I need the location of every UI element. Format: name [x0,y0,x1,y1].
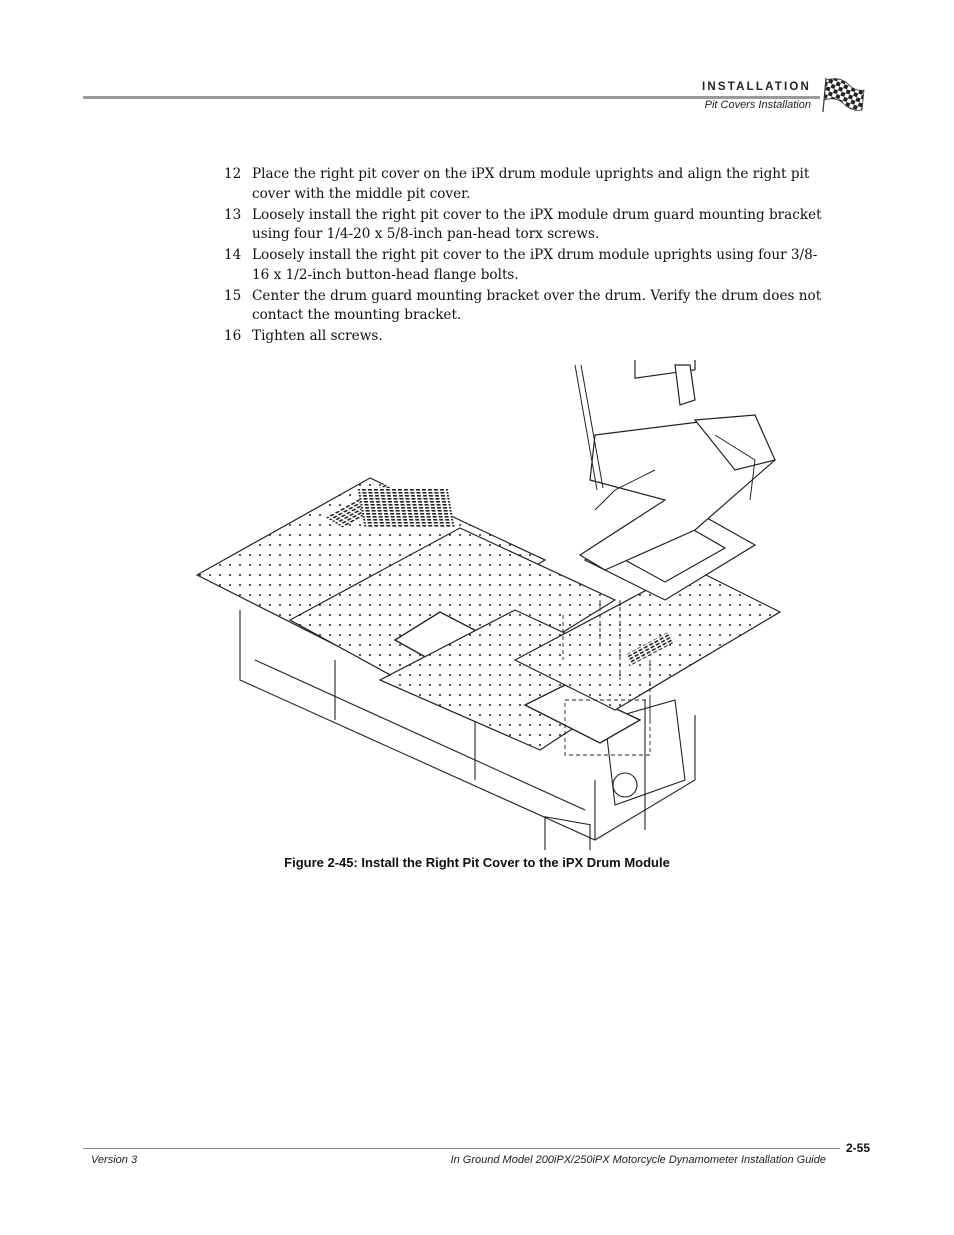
page-number: 2-55 [845,1141,870,1155]
step-text: Place the right pit cover on the iPX drum module uprights and align the right pit cover with the middle pit cover. [252,166,810,202]
step-number: 12 [224,166,242,182]
footer-guide-title: In Ground Model 200iPX/250iPX Motorcycle Dynamometer Installation Guide [450,1154,826,1166]
step-text: Loosely install the right pit cover to the iPX drum module uprights using four 3/8-16 x 1/2-inch button-head flange bolts. [252,247,818,283]
header-subsection-title: Pit Covers Installation [704,99,811,111]
step-text: Tighten all screws. [252,328,383,344]
header-section-title: INSTALLATION [701,81,811,93]
footer-rule [83,1148,840,1149]
step-text: Center the drum guard mounting bracket over the drum. Verify the drum does not contact the mounting bracket. [252,287,822,323]
step-number: 16 [224,328,242,344]
step-number: 13 [224,206,242,223]
checkered-flag-icon [822,76,866,114]
pit-cover-installation-illustration [195,360,785,850]
step-item [224,246,824,285]
step-item [224,287,824,326]
step-item [224,327,824,347]
installation-steps-list [224,165,824,348]
step-item [224,206,824,245]
step-item [224,165,824,204]
step-text: Loosely install the right pit cover to the iPX module drum guard mounting bracket using four 1/4-20 x 5/8-inch pan-head torx screws. [252,206,822,242]
step-number: 15 [224,287,242,304]
footer-version: Version 3 [91,1154,138,1166]
step-number: 14 [224,247,242,263]
figure-caption: Figure 2-45: Install the Right Pit Cover to the iPX Drum Module [284,855,670,870]
